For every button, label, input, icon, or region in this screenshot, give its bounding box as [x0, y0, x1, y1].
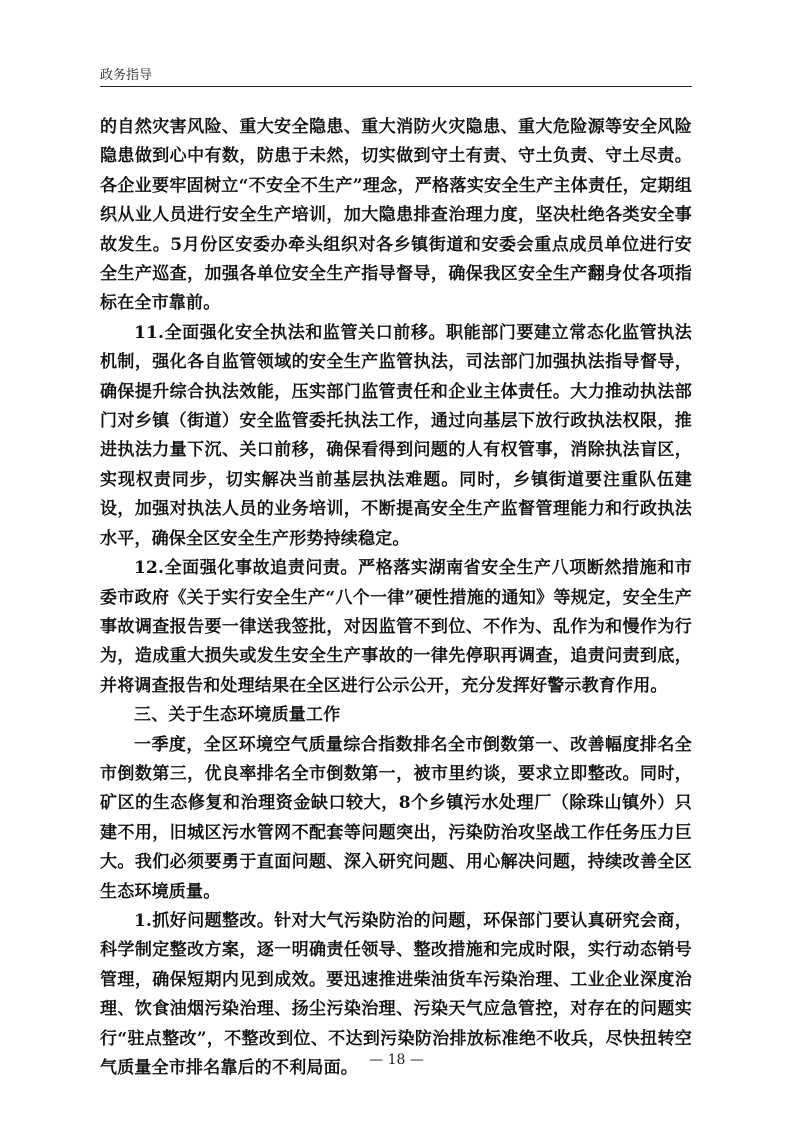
paragraph-continuation: 的自然灾害风险、重大安全隐患、重大消防火灾隐患、重大危险源等安全风险隐患做到心中有数，防患于未然，切实做到守土有责、守土负责、守土尽责。各企业要牢固树立“不安全不生产”理念，严格落实安全生产主体责任，定期组织从业人员进行安全生产培训，加大隐患排查治理力度，坚决杜绝各类安全事故发生。5月份区安委办牵头组织对各乡镇街道和安委会重点成员单位进行安全生产巡查，加强各单位安全生产指导督导，确保我区安全生产翻身仗各项指标在全市靠前。: [100, 117, 692, 314]
section-heading: 三、关于生态环境质量工作: [134, 705, 341, 726]
header-divider: [100, 86, 692, 87]
running-header: 政务指导: [100, 68, 153, 83]
paragraph-item-12: 12.全面强化事故追责问责。严格落实湖南省安全生产八项断然措施和市委市政府《关于实行安全生产“八个一律”硬性措施的通知》等规定，安全生产事故调查报告要一律送我签批，对因监管不到位、不作为、乱作为和慢作为行为，造成重大损失或发生安全生产事故的一律先停职再调查，追责问责到底，并将调查报告和处理结果在全区进行公示公开，充分发挥好警示教育作用。: [100, 558, 692, 696]
paragraph-item-1: 1.抓好问题整改。针对大气污染防治的问题，环保部门要认真研究会商，科学制定整改方案，逐一明确责任领导、整改措施和完成时限，实行动态销号管理，确保短期内见到成效。要迅速推进柴油货车污染治理、工业企业深度治理、饮食油烟污染治理、扬尘污染治理、污染天气应急管控，对存在的问题实行“驻点整改”，不整改到位、不达到污染防治排放标准绝不收兵，尽快扭转空气质量全市排名靠后的不利局面。: [100, 910, 692, 1078]
paragraph-item-11: 11.全面强化安全执法和监管关口前移。职能部门要建立常态化监管执法机制，强化各自监管领域的安全生产监管执法，司法部门加强执法指导督导，确保提升综合执法效能，压实部门监管责任和企业主体责任。大力推动执法部门对乡镇（街道）安全监管委托执法工作，通过向基层下放行政执法权限，推进执法力量下沉、关口前移，确保看得到问题的人有权管事，消除执法盲区，实现权责同步，切实解决当前基层执法难题。同时，乡镇街道要注重队伍建设，加强对执法人员的业务培训，不断提高安全生产监督管理能力和行政执法水平，确保全区安全生产形势持续稳定。: [100, 322, 692, 549]
document-body: [100, 113, 692, 1083]
paragraph-section-intro: 一季度，全区环境空气质量综合指数排名全市倒数第一、改善幅度排名全市倒数第三，优良率排名全市倒数第一，被市里约谈，要求立即整改。同时，矿区的生态修复和治理资金缺口较大，8个乡镇污水处理厂（除珠山镇外）只建不用，旧城区污水管网不配套等问题突出，污染防治攻坚战工作任务压力巨大。我们必须要勇于直面问题、深入研究问题、用心解决问题，持续改善全区生态环境质量。: [100, 734, 692, 902]
page-number: — 18 —: [369, 1052, 424, 1068]
